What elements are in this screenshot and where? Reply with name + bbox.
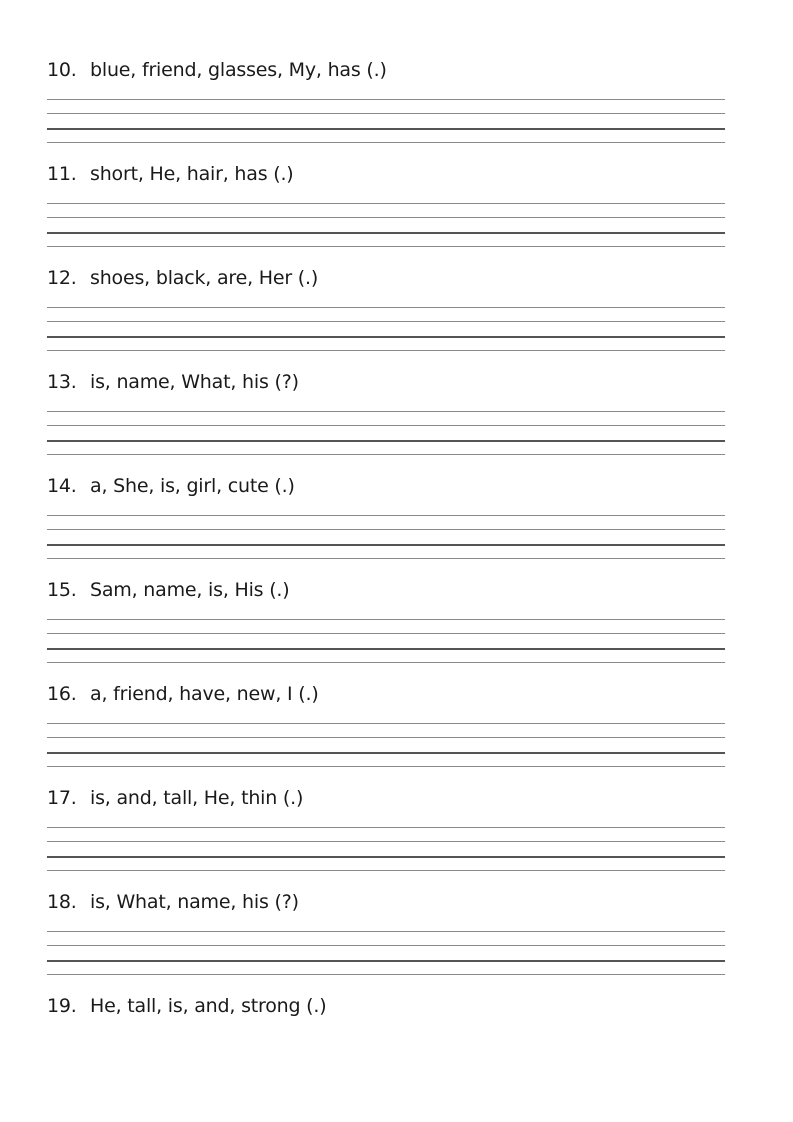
answer-line[interactable] — [47, 246, 725, 247]
question-number: 13. — [47, 371, 77, 393]
answer-line[interactable] — [47, 856, 725, 858]
answer-line[interactable] — [47, 515, 725, 516]
question-number: 18. — [47, 891, 77, 913]
answer-line[interactable] — [47, 336, 725, 338]
answer-line[interactable] — [47, 931, 725, 932]
question-number: 12. — [47, 267, 77, 289]
answer-line[interactable] — [47, 633, 725, 634]
answer-line[interactable] — [47, 113, 725, 114]
answer-line[interactable] — [47, 544, 725, 546]
question-number: 15. — [47, 579, 77, 601]
question-item — [47, 369, 725, 473]
answer-line[interactable] — [47, 232, 725, 234]
question-words: a, She, is, girl, cute (.) — [90, 475, 295, 497]
question-item — [47, 889, 725, 993]
answer-line[interactable] — [47, 766, 725, 767]
answer-line[interactable] — [47, 723, 725, 724]
answer-line[interactable] — [47, 454, 725, 455]
answer-line[interactable] — [47, 128, 725, 130]
answer-line[interactable] — [47, 648, 725, 650]
answer-line[interactable] — [47, 321, 725, 322]
question-number: 14. — [47, 475, 77, 497]
question-item — [47, 473, 725, 577]
question-number: 17. — [47, 787, 77, 809]
answer-line[interactable] — [47, 662, 725, 663]
question-number: 11. — [47, 163, 77, 185]
question-item — [47, 577, 725, 681]
question-prompt — [47, 473, 295, 499]
answer-line[interactable] — [47, 203, 725, 204]
answer-line[interactable] — [47, 827, 725, 828]
question-prompt — [47, 889, 299, 915]
answer-line[interactable] — [47, 619, 725, 620]
question-prompt — [47, 57, 387, 83]
question-prompt — [47, 681, 319, 707]
answer-line[interactable] — [47, 974, 725, 975]
answer-line[interactable] — [47, 217, 725, 218]
answer-line[interactable] — [47, 960, 725, 962]
question-words: a, friend, have, new, I (.) — [90, 683, 319, 705]
question-words: He, tall, is, and, strong (.) — [90, 995, 327, 1017]
answer-line[interactable] — [47, 99, 725, 100]
answer-line[interactable] — [47, 440, 725, 442]
answer-line[interactable] — [47, 307, 725, 308]
question-prompt — [47, 369, 299, 395]
question-words: short, He, hair, has (.) — [90, 163, 294, 185]
worksheet-questions — [47, 57, 725, 1097]
answer-line[interactable] — [47, 558, 725, 559]
question-prompt — [47, 785, 303, 811]
question-words: Sam, name, is, His (.) — [90, 579, 290, 601]
question-item — [47, 785, 725, 889]
question-prompt — [47, 265, 318, 291]
answer-line[interactable] — [47, 752, 725, 754]
answer-line[interactable] — [47, 142, 725, 143]
answer-line[interactable] — [47, 870, 725, 871]
question-item — [47, 57, 725, 161]
answer-line[interactable] — [47, 411, 725, 412]
answer-line[interactable] — [47, 350, 725, 351]
question-number: 19. — [47, 995, 77, 1017]
question-item — [47, 993, 725, 1097]
question-prompt — [47, 993, 326, 1019]
question-words: is, name, What, his (?) — [90, 371, 299, 393]
question-number: 10. — [47, 59, 77, 81]
question-words: blue, friend, glasses, My, has (.) — [90, 59, 387, 81]
question-number: 16. — [47, 683, 77, 705]
question-item — [47, 681, 725, 785]
question-prompt — [47, 577, 289, 603]
question-item — [47, 161, 725, 265]
question-words: shoes, black, are, Her (.) — [90, 267, 319, 289]
question-words: is, and, tall, He, thin (.) — [90, 787, 304, 809]
answer-line[interactable] — [47, 945, 725, 946]
answer-line[interactable] — [47, 425, 725, 426]
answer-line[interactable] — [47, 529, 725, 530]
question-item — [47, 265, 725, 369]
answer-line[interactable] — [47, 737, 725, 738]
question-prompt — [47, 161, 294, 187]
answer-line[interactable] — [47, 841, 725, 842]
question-words: is, What, name, his (?) — [90, 891, 299, 913]
